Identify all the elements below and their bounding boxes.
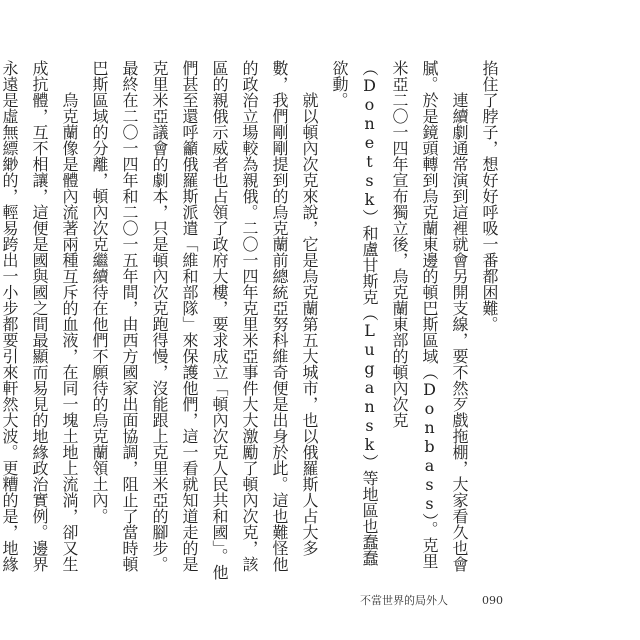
page-number: 090 — [482, 594, 503, 607]
paragraph-2: 連續劇通常演到這裡就會另開支線，要不然歹戲拖棚，大家看久也會膩。於是鏡頭轉到烏克蘭東邊的頓巴斯區域（Donbass）。克里米亞二〇一四年宣布獨立後，烏克蘭東部的頓內次克（Donetsk）和盧甘斯克（Lugansk）等地區也蠢蠢欲動。 — [330, 60, 469, 572]
paragraph-4: 烏克蘭像是體內流著兩種互斥的血液，在同一塊土地上流淌，卻又生成抗體，互不相讓，這便是國與國之間最顯而易見的地緣政治實例。邊界永遠是虛無縹緲的，輕易跨出一小步都要引來軒然大波。更糟的是，地緣 — [0, 60, 79, 572]
paragraph-3: 就以頓內次克來說，它是烏克蘭第五大城市，也以俄羅斯人占大多數，我們剛剛提到的烏克蘭前總統亞努科維奇便是出身於此。這也難怪他的政治立場較為親俄。二〇一四年克里米亞事件大大激勵了頓內次克，該區的親俄示威者也占領了政府大樓，要求成立「頓內次克人民共和國」。他們甚至還呼籲俄羅斯派遣「維和部隊」來保護他們，這一看就知道走的是克里米亞議會的劇本，只是頓內次克跑得慢，沒能跟上克里米亞的腳步。最終在二〇一四年和二〇一五年間，由西方國家出面協調，阻止了當時頓巴斯區域的分離，頓內次克繼續待在他們不願待的烏克蘭領土內。 — [90, 60, 319, 580]
page-footer — [360, 592, 503, 608]
paragraph-1: 掐住了脖子，想好好呼吸一番都困難。 — [480, 60, 499, 332]
running-title: 不當世界的局外人 — [360, 594, 448, 607]
body-text — [0, 60, 504, 580]
